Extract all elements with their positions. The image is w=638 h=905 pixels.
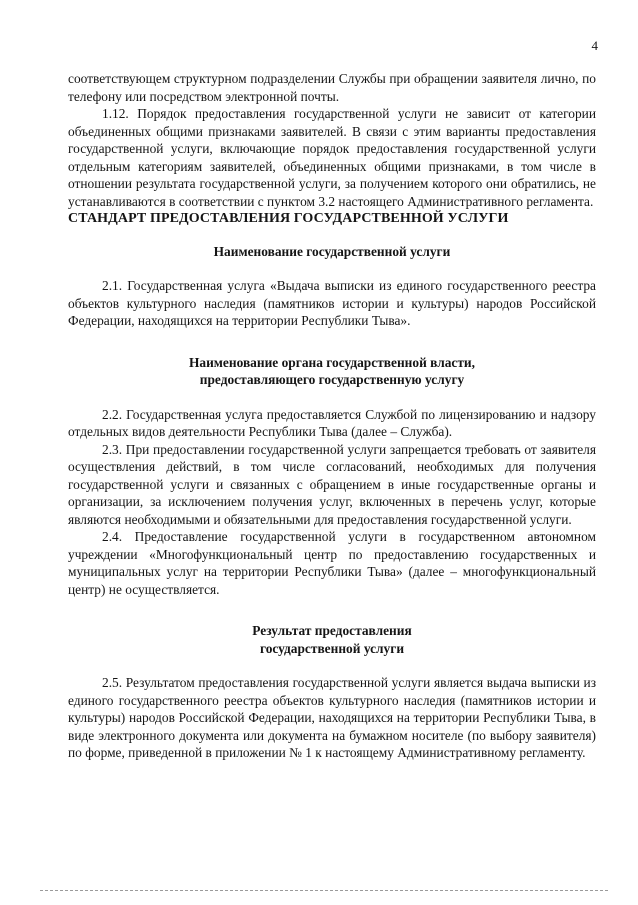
paragraph-2-4: 2.4. Предоставление государственной услуги в государственном автономном учреждении «Многофункциональный центр по предоставлению государственных и муниципальных услуг на территории Республики Тыва» (далее – многофункциональный центр) не осуществляется. bbox=[68, 529, 596, 597]
subsection-title-line: государственной услуги bbox=[259, 640, 405, 656]
subsection-title-authority bbox=[68, 354, 596, 389]
paragraph-2-2: 2.2. Государственная услуга предоставляется Службой по лицензированию и надзору отдельных видов деятельности Республики Тыва (далее – Служба). bbox=[68, 406, 596, 439]
subsection-title-line: Результат предоставления bbox=[252, 623, 412, 638]
paragraph-2-1: 2.1. Государственная услуга «Выдача выписки из единого государственного реестра объектов культурного наследия (памятников истории и культуры) народов Российской Федерации, находящихся на территории Республики Тыва». bbox=[68, 278, 596, 328]
paragraph-continuation: соответствующем структурном подразделении Службы при обращении заявителя лично, по телефону или посредством электронной почты. bbox=[68, 71, 596, 104]
paragraph-2-5: 2.5. Результатом предоставления государственной услуги является выдача выписки из единого государственного реестра объектов культурного наследия (памятников истории и культуры) народов Российской Федерации, находящихся на территории Республики Тыва, в виде электронного документа или документа на бумажном носителе (по выбору заявителя) по форме, приведенной в приложении № 1 к настоящему Административному регламенту. bbox=[68, 675, 596, 760]
document-body bbox=[68, 70, 596, 762]
paragraph-1-12: 1.12. Порядок предоставления государственной услуги не зависит от категории объединенных общими признаками заявителей. В связи с этим варианты предоставления государственной услуги, включающие порядок предоставления государственной услуги отдельным категориям заявителей, объединенных общими признаками, в том числе в отношении результата государственной услуги, за получением которого они обратились, не устанавливаются в соответствии с пунктом 3.2 настоящего Административного регламента. bbox=[68, 106, 596, 209]
paragraph-2-3: 2.3. При предоставлении государственной услуги запрещается требовать от заявителя осуществления действий, в том числе согласований, необходимых для получения государственной услуги и связанных с обращением в иные государственные органы и организации, за исключением получения услуг, включенных в перечень услуг, которые являются необходимыми и обязательными для предоставления государственной услуги. bbox=[68, 441, 596, 527]
subsection-title-line: Наименование органа государственной власти, bbox=[188, 354, 475, 370]
scan-edge-divider bbox=[40, 890, 608, 891]
page-number: 4 bbox=[591, 38, 598, 53]
section-title: СТАНДАРТ ПРЕДОСТАВЛЕНИЯ ГОСУДАРСТВЕННОЙ УСЛУГИ bbox=[68, 211, 509, 226]
subsection-title-service-name: Наименование государственной услуги bbox=[213, 243, 451, 259]
subsection-title-line: предоставляющего государственную услугу bbox=[199, 372, 465, 387]
subsection-title-result bbox=[68, 622, 596, 657]
